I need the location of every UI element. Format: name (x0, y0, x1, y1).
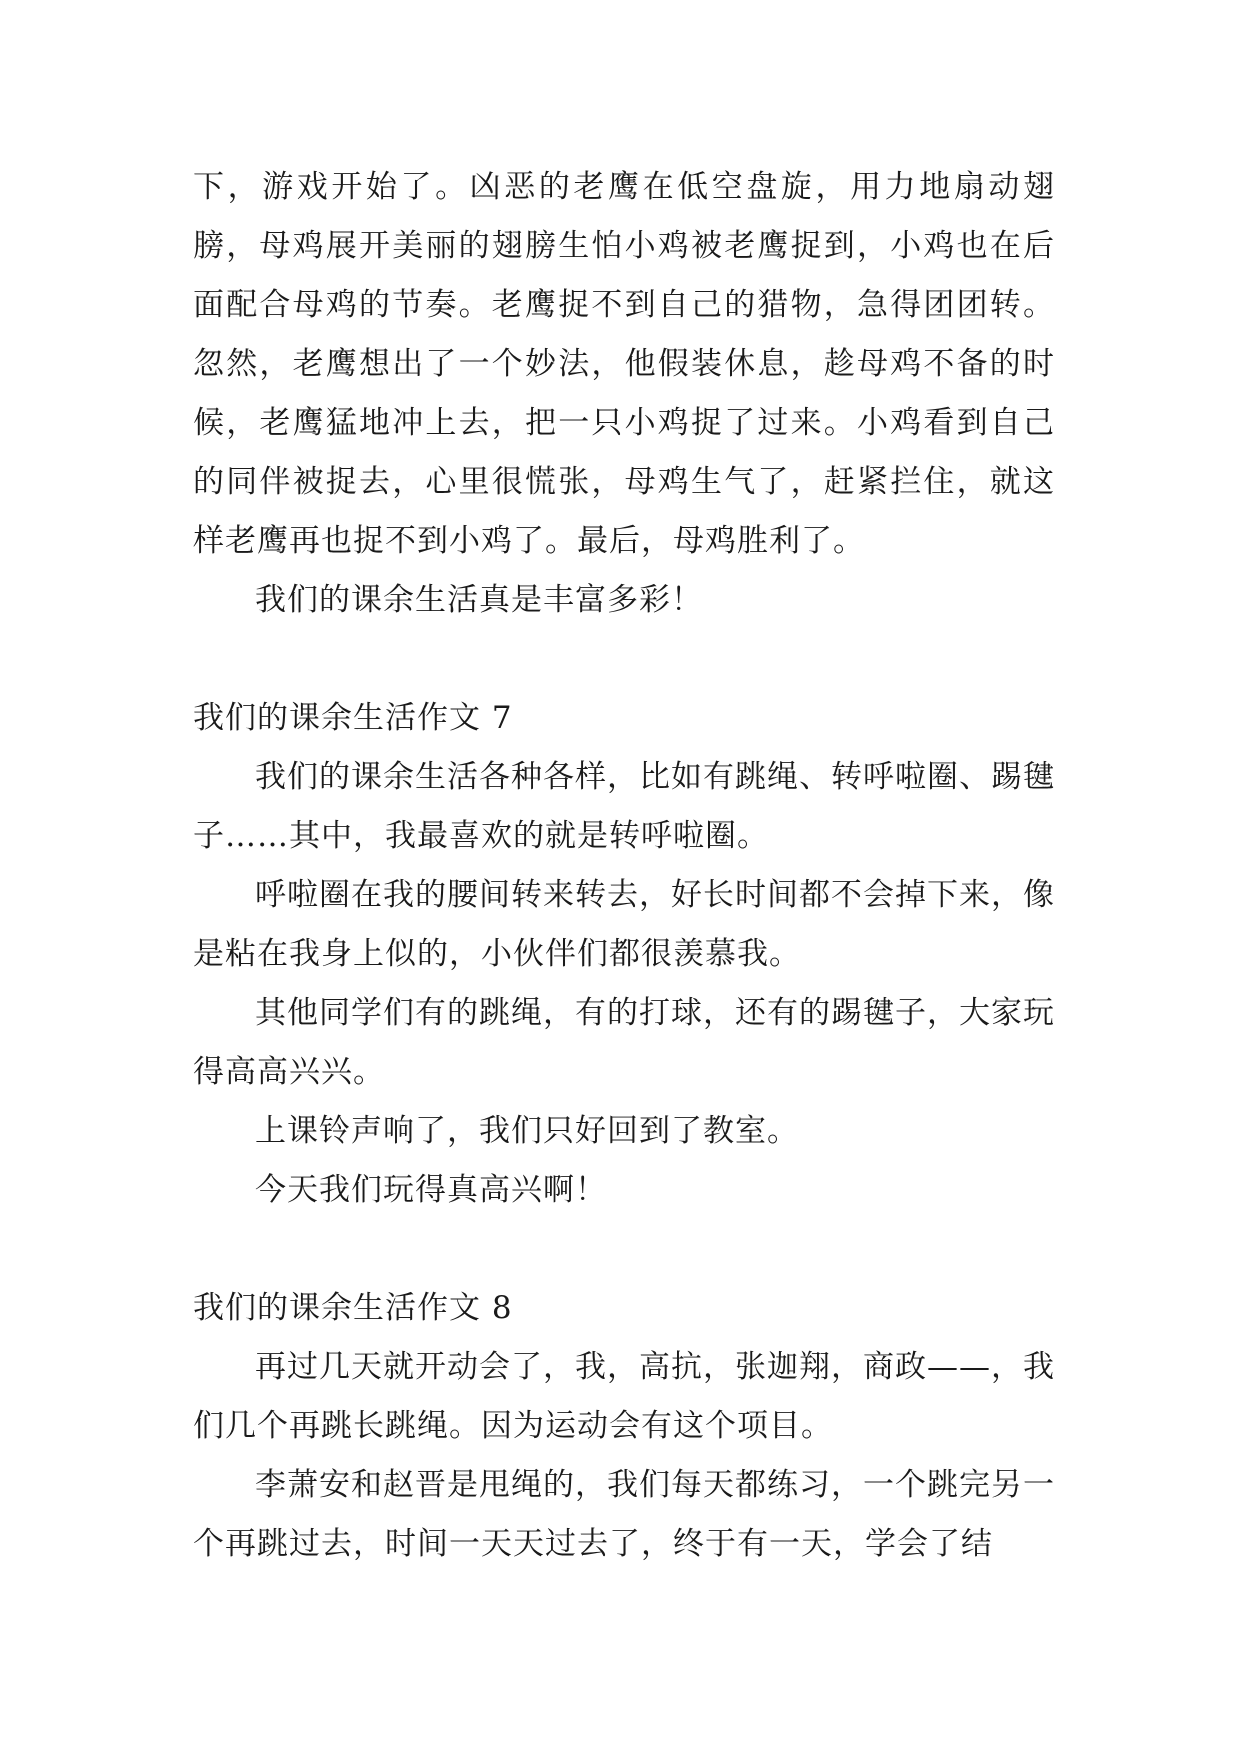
paragraph-hula-hoop: 呼啦圈在我的腰间转来转去，好长时间都不会掉下来，像是粘在我身上似的，小伙伴们都很羡慕我。 (193, 877, 1055, 972)
paragraph-activities: 我们的课余生活各种各样，比如有跳绳、转呼啦圈、踢毽子……其中，我最喜欢的就是转呼啦圈。 (193, 759, 1055, 854)
paragraph-happy: 今天我们玩得真高兴啊！ (255, 1172, 607, 1208)
paragraph-classmates: 其他同学们有的跳绳，有的打球，还有的踢毽子，大家玩得高高兴兴。 (193, 995, 1055, 1090)
paragraph-conclusion: 我们的课余生活真是丰富多彩！ (255, 582, 703, 618)
paragraph-eagle-game: 下，游戏开始了。凶恶的老鹰在低空盘旋，用力地扇动翅膀，母鸡展开美丽的翅膀生怕小鸡被老鹰捉到，小鸡也在后面配合母鸡的节奏。老鹰捉不到自己的猎物，急得团团转。忽然，老鹰想出了一个妙法，他假装休息，趁母鸡不备的时候，老鹰猛地冲上去，把一只小鸡捉了过来。小鸡看到自己的同伴被捉去，心里很慌张，母鸡生气了，赶紧拦住，就这样老鹰再也捉不到小鸡了。最后，母鸡胜利了。 (193, 169, 1055, 559)
essay-title-8: 我们的课余生活作文 8 (193, 1290, 513, 1326)
document-body (193, 158, 1055, 1574)
paragraph-bell: 上课铃声响了，我们只好回到了教室。 (255, 1113, 799, 1149)
essay-title-7: 我们的课余生活作文 7 (193, 700, 513, 736)
paragraph-sports-meet: 再过几天就开动会了，我，高抗，张迦翔，商政——，我们几个再跳长跳绳。因为运动会有这个项目。 (193, 1349, 1055, 1444)
paragraph-practice: 李萧安和赵晋是甩绳的，我们每天都练习，一个跳完另一个再跳过去，时间一天天过去了，终于有一天，学会了结 (193, 1467, 1055, 1562)
